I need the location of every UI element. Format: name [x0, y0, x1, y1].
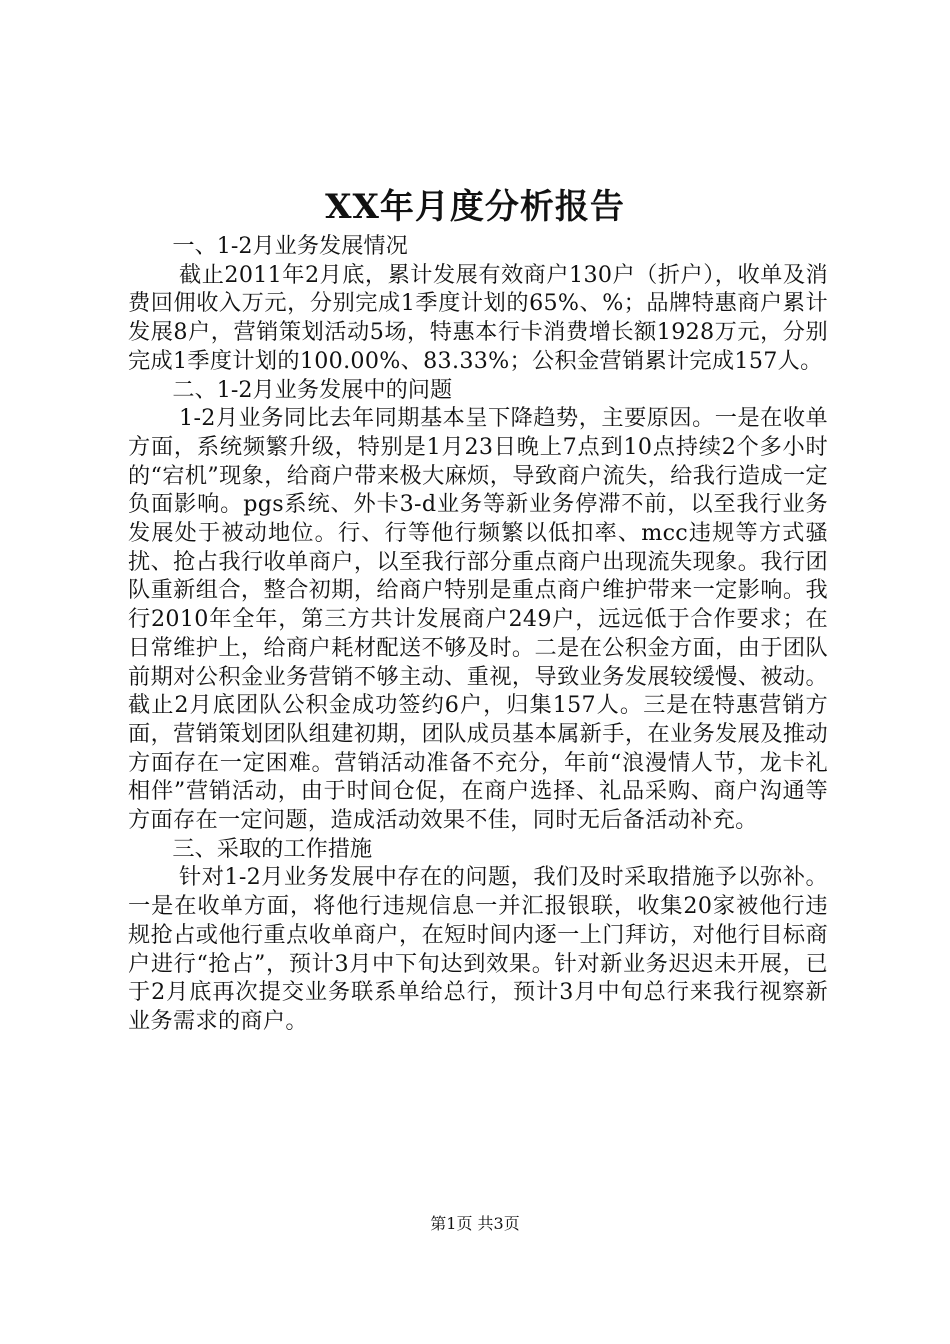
section-3 — [128, 835, 828, 1036]
section-2 — [128, 376, 828, 835]
section-1 — [128, 232, 828, 376]
section-heading: 一、1-2月业务发展情况 — [172, 233, 408, 259]
document-body — [128, 232, 828, 1036]
section-paragraph: 截止2011年2月底，累计发展有效商户130户（折户），收单及消费回佣收入万元，分别完成1季度计划的65%、%；品牌特惠商户累计发展8户，营销策划活动5场，特惠本行卡消费增长额1928万元，分别完成1季度计划的100.00%、83.33%；公积金营销累计完成157人。 — [128, 261, 828, 374]
page-footer: 第1页 共3页 — [430, 1214, 520, 1233]
section-paragraph: 针对1-2月业务发展中存在的问题，我们及时采取措施予以弥补。一是在收单方面，将他行违规信息一并汇报银联，收集20家被他行违规抢占或他行重点收单商户，在短时间内逐一上门拜访，对他行目标商户进行“抢占”，预计3月中下旬达到效果。针对新业务迟迟未开展，已于2月底再次提交业务联系单给总行，预计3月中旬总行来我行视察新业务需求的商户。 — [128, 864, 828, 1034]
section-heading: 三、采取的工作措施 — [172, 835, 373, 862]
document-title: XX年月度分析报告 — [325, 187, 625, 227]
section-paragraph: 1-2月业务同比去年同期基本呈下降趋势，主要原因。一是在收单方面，系统频繁升级，特别是1月23日晚上7点到10点持续2个多小时的“宕机”现象，给商户带来极大麻烦，导致商户流失，给我行造成一定负面影响。pgs系统、外卡3-d业务等新业务停滞不前，以至我行业务发展处于被动地位。行、行等他行频繁以低扣率、mcc违规等方式骚扰、抢占我行收单商户，以至我行部分重点商户出现流失现象。我行团队重新组合，整合初期，给商户特别是重点商户维护带来一定影响。我行2010年全年，第三方共计发展商户249户，远远低于合作要求；在日常维护上，给商户耗材配送不够及时。二是在公积金方面，由于团队前期对公积金业务营销不够主动、重视，导致业务发展较缓慢、被动。截止2月底团队公积金成功签约6户，归集157人。三是在特惠营销方面，营销策划团队组建初期，团队成员基本属新手，在业务发展及推动方面存在一定困难。营销活动准备不充分，年前“浪漫情人节，龙卡礼相伴”营销活动，由于时间仓促，在商户选择、礼品采购、商户沟通等方面存在一定问题，造成活动效果不佳，同时无后备活动补充。 — [128, 405, 828, 834]
section-heading: 二、1-2月业务发展中的问题 — [172, 376, 453, 403]
